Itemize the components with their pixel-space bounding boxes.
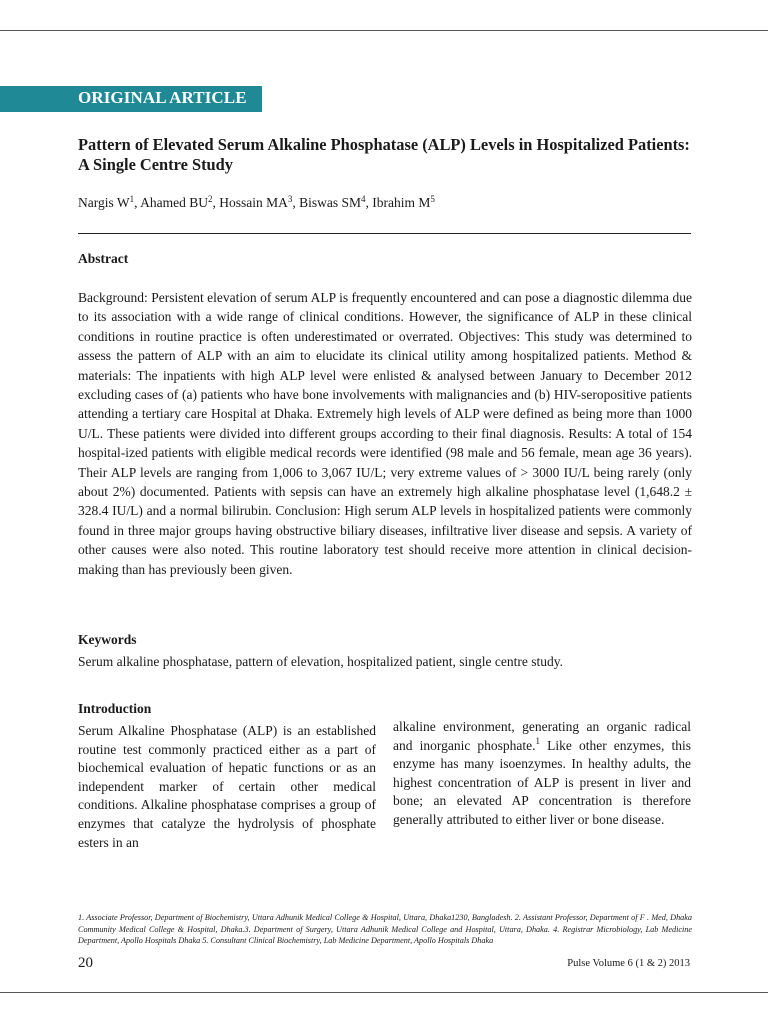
introduction-heading: Introduction bbox=[78, 701, 152, 716]
keywords-text: Serum alkaline phosphatase, pattern of elevation, hospitalized patient, single centre study. bbox=[78, 654, 563, 669]
introduction-left-column: Serum Alkaline Phosphatase (ALP) is an established routine test commonly practiced either as a part of biochemical evaluation of hepatic functions or as an independent marker of certain other medical conditions. Alkaline phosphatase comprises a group of enzymes that catalyze the hydrolysis of phosphate esters in an bbox=[78, 723, 376, 850]
author-list bbox=[78, 194, 698, 212]
affiliations-footnote: 1. Associate Professor, Department of Biochemistry, Uttara Adhunik Medical College & Hospital, Uttara, Dhaka1230, Bangladesh. 2. Assistant Professor, Department of F . Med, Dhaka Community Medical College & Hospital, Dhaka.3. Department of Surgery, Uttara Adhunik Medical College and Hospital, Uttara, Dhaka. 4. Registrar Microbiology, Lab Medicine Department, Apollo Hospitals Dhaka 5. Consultant Clinical Biochemistry, Lab Medicine Department, Apollo Hospitals Dhaka bbox=[78, 913, 692, 945]
abstract-heading: Abstract bbox=[78, 251, 129, 266]
article-title: Pattern of Elevated Serum Alkaline Phosphatase (ALP) Levels in Hospitalized Patients: A Single Centre Study bbox=[78, 135, 690, 174]
bottom-rule bbox=[0, 992, 768, 993]
keywords-heading: Keywords bbox=[78, 632, 137, 647]
author: Ibrahim $M^5$ bbox=[372, 194, 435, 210]
title-divider bbox=[78, 233, 691, 234]
introduction-right-column: alkaline environment, generating an organic radical and inorganic phosphate.$^1$ Like other enzymes, this enzyme has many isoenzymes. In healthy adults, the highest concentration of ALP is present in liver and bone; an elevated AP concentration is therefore generally attributed to either liver or bone disease. bbox=[393, 719, 691, 827]
author: Biswas $SM^4$, bbox=[299, 194, 373, 210]
article-type-label: ORIGINAL ARTICLE bbox=[78, 88, 247, 107]
page-number: 20 bbox=[78, 955, 93, 971]
top-rule bbox=[0, 30, 768, 31]
journal-citation: Pulse Volume 6 (1 & 2) 2013 bbox=[567, 958, 690, 969]
author: Hossain $MA^3$, bbox=[219, 194, 300, 210]
author: Ahamed $BU^2$, bbox=[140, 194, 220, 210]
author: Nargis $W^1$, bbox=[78, 194, 141, 210]
citation-ref: 1 bbox=[535, 735, 541, 746]
article-type-banner bbox=[0, 86, 262, 112]
abstract-text: Background: Persistent elevation of serum ALP is frequently encountered and can pose a diagnostic dilemma due to its association with a wide range of clinical conditions. However, the significance of ALP in these clinical conditions in routine practice is often underestimated or overrated. Objectives: This study was determined to assess the pattern of ALP with an aim to elucidate its clinical utility among hospitalized patients. Method & materials: The inpatients with high ALP level were enlisted & analysed between January to December 2012 excluding cases of (a) patients who have bone involvements with malignancies and (b) HIV-seropositive patients attending a tertiary care Hospital at Dhaka. Extremely high levels of ALP were defined as being more than 1000 U/L. These patients were divided into different groups according to their final diagnosis. Results: A total of 154 hospital-ized patients with eligible medical records were identified (98 male and 56 female, mean age 36 years). Their ALP levels are ranging from 1,006 to 3,067 IU/L; very extreme values of > 3000 IU/L being rarely (only about 2%) documented. Patients with sepsis can have an extremely high alkaline phosphatase level (1,648.2 ± 328.4 IU/L) and a normal bilirubin. Conclusion: High serum ALP levels in hospitalized patients were commonly found in three major groups having obstructive biliary diseases, infiltrative liver disease and sepsis. A variety of other causes were also noted. This routine laboratory test should receive more attention in clinical decision-making than has previously been given. bbox=[78, 290, 692, 577]
